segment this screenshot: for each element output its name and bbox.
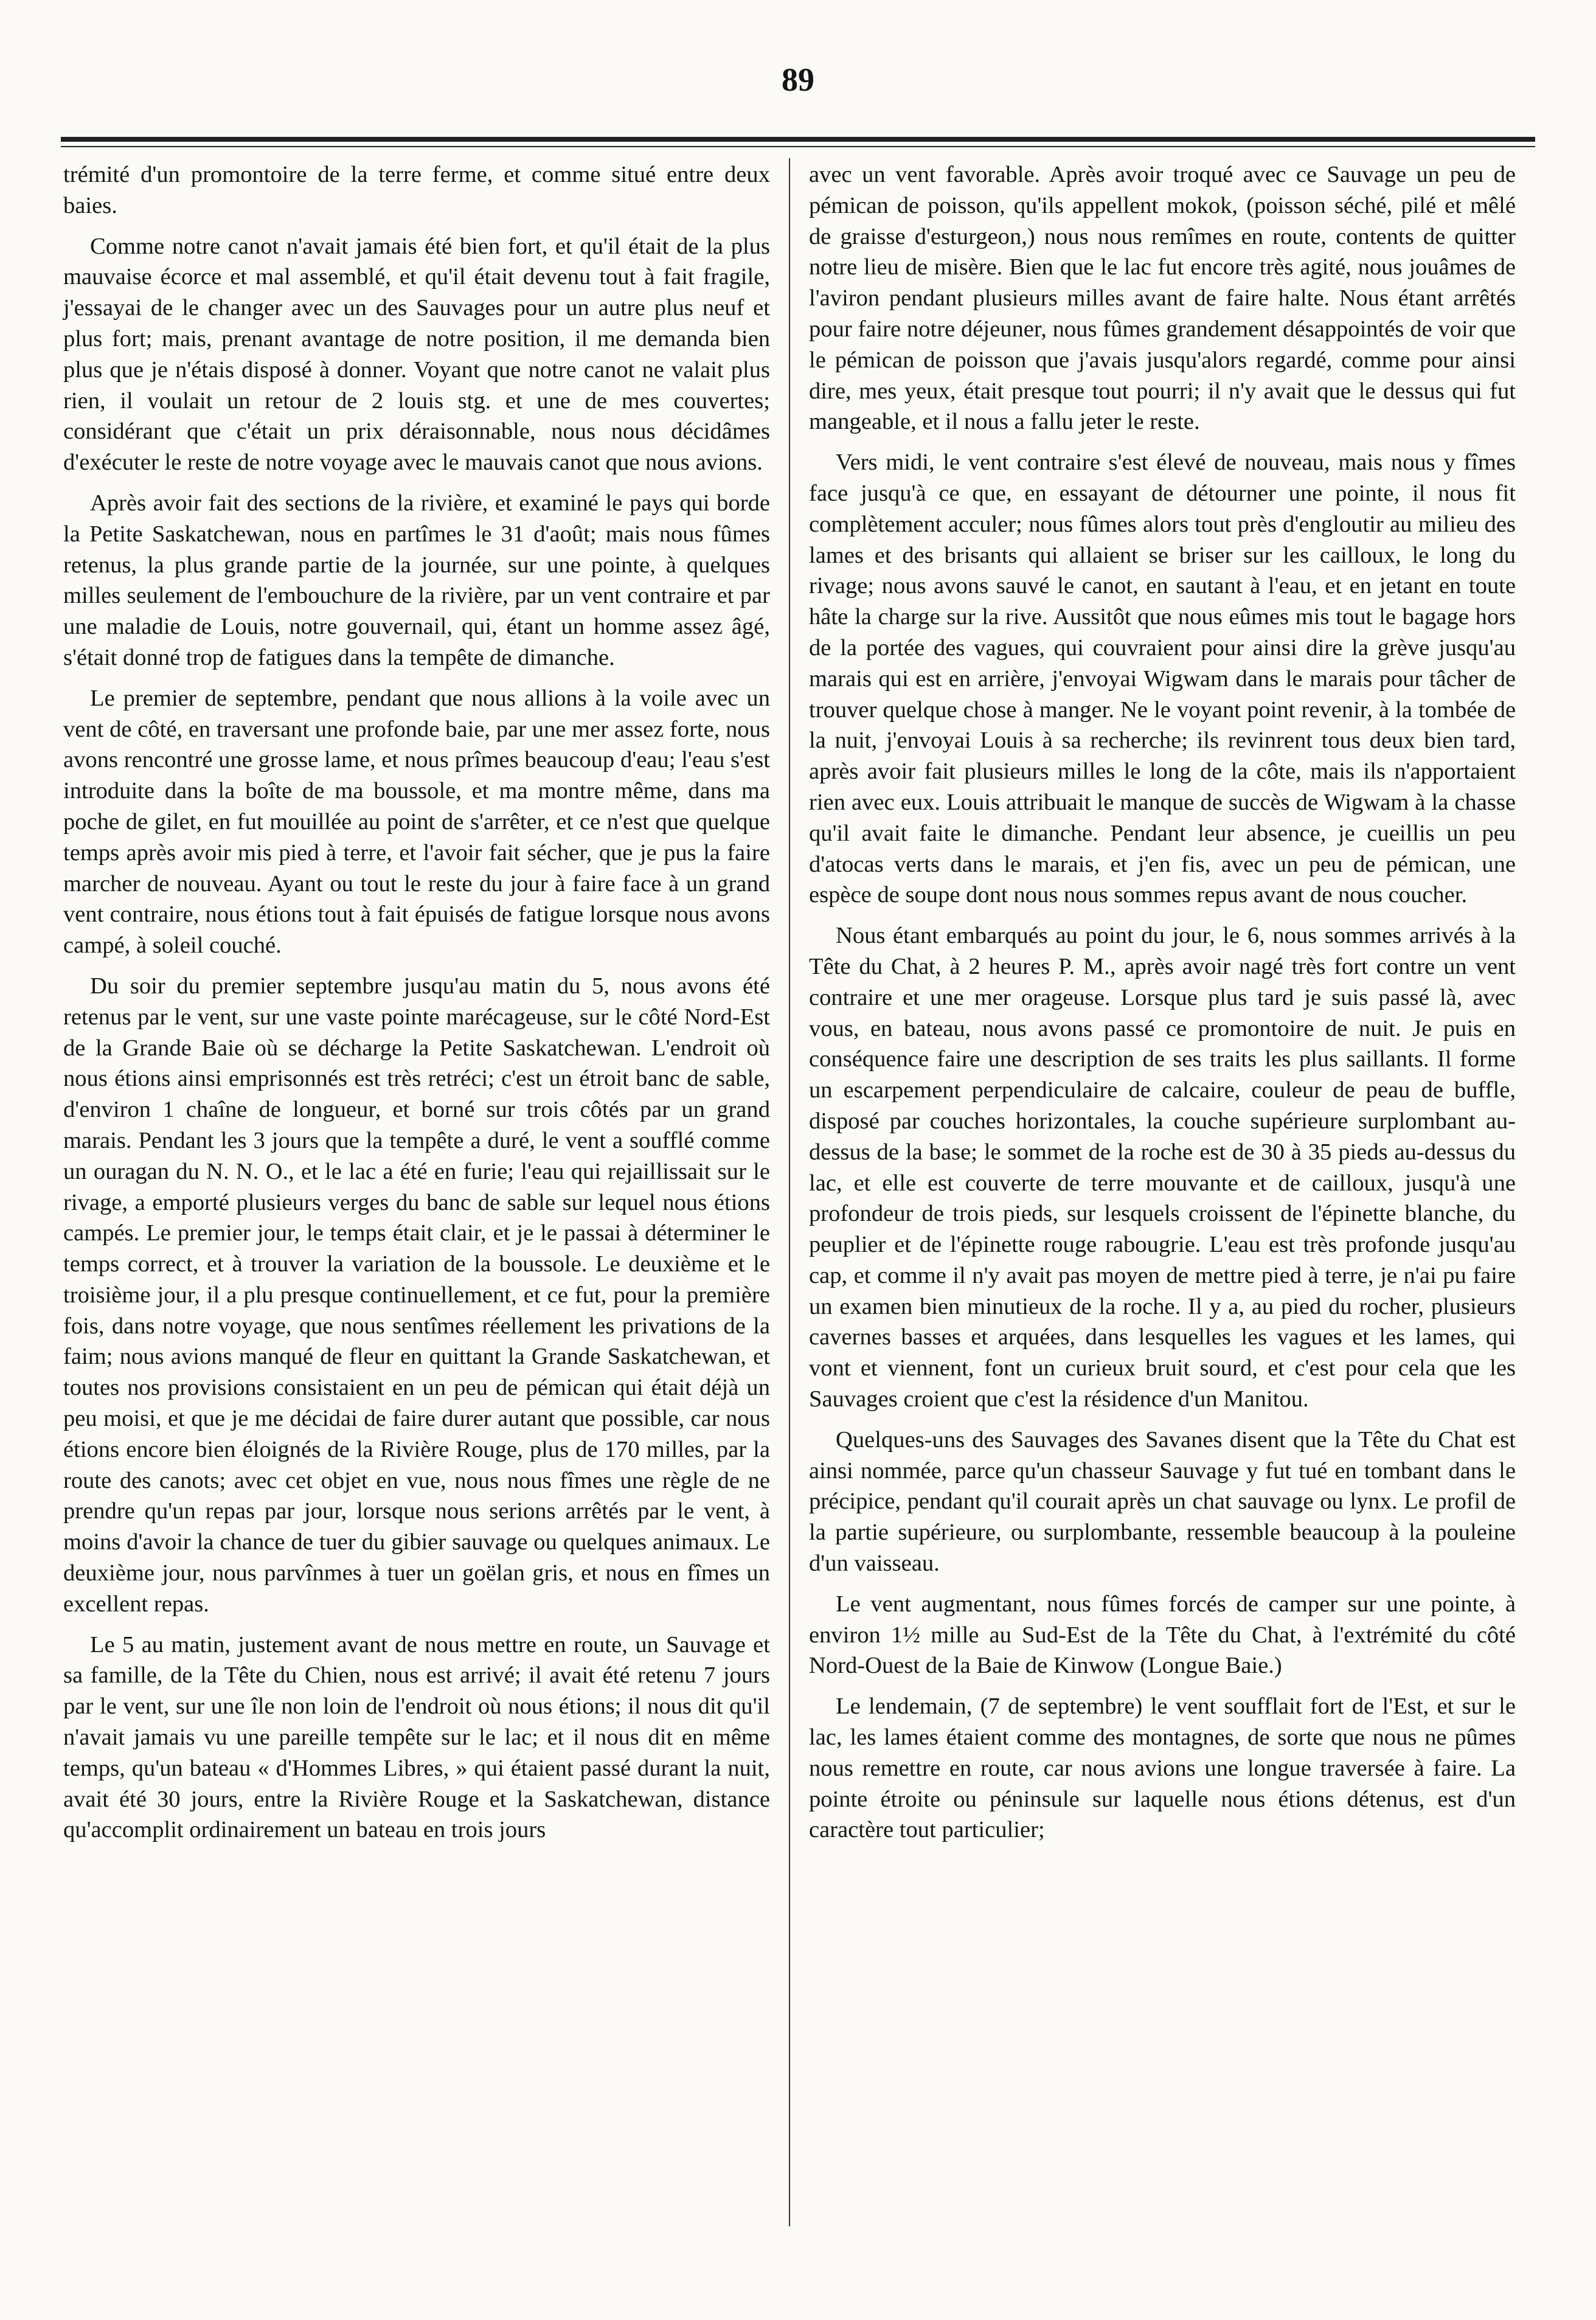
paragraph: Vers midi, le vent contraire s'est élevé de nouveau, mais nous y fîmes face jusqu'à ce que, en essayant de détourner une pointe, il nous fit complètement acculer; nous fûmes alors tout près d'engloutir au milieu des lames et des brisants qui allaient se briser sur les cailloux, le long du rivage; nous avons sauvé le canot, en sautant à l'eau, et en jetant en toute hâte la charge sur la rive. Aussitôt que nous eûmes mis tout le bagage hors de la portée des vagues, qui couvraient pour ainsi dire la grève jusqu'au marais qui est en arrière, j'envoyai Wigwam dans le marais pour tâcher de trouver quelque chose à manger. Ne le voyant point revenir, à la tombée de la nuit, j'envoyai Louis à sa recherche; ils revinrent tous deux bien tard, après avoir fait plusieurs milles le long de la côte, mais ils n'apportaient rien avec eux. Louis attribuait le manque de succès de Wigwam à la chasse qu'il avait faite le dimanche. Pendant leur absence, je cueillis un peu d'atocas verts dans le marais, et j'en fis, avec un peu de pémican, une espèce de soupe dont nous nous sommes repus avant de nous coucher. xyxy=(809,450,1516,908)
header-rule-thick xyxy=(61,137,1535,142)
paragraph: Le vent augmentant, nous fûmes forcés de camper sur une pointe, à environ 1½ mille au Sud-Est de la Tête du Chat, à l'extrémité du côté Nord-Ouest de la Baie de Kinwow (Longue Baie.) xyxy=(809,1591,1516,1679)
paragraph: Comme notre canot n'avait jamais été bien fort, et qu'il était de la plus mauvaise écorce et mal assemblé, et qu'il était devenu tout à fait fragile, j'essayai de le changer avec un des Sauvages pour un autre plus neuf et plus fort; mais, prenant avantage de notre position, il me demanda bien plus que je n'étais disposé à donner. Voyant que notre canot ne valait plus rien, il voulait un retour de 2 louis stg. et une de mes couvertes; considérant que c'était un prix déraisonnable, nous nous décidâmes d'exécuter le reste de notre voyage avec le mauvais canot que nous avions. xyxy=(63,233,770,476)
paragraph: Quelques-uns des Sauvages des Savanes disent que la Tête du Chat est ainsi nommée, parce qu'un chasseur Sauvage y fut tué en tombant dans le précipice, pendant qu'il courait après un chat sauvage ou lynx. Le profil de la partie supérieure, ou surplombante, ressemble beaucoup à la pouleine d'un vaisseau. xyxy=(809,1426,1516,1577)
header-rule-thin xyxy=(61,146,1535,147)
paragraph: Le lendemain, (7 de septembre) le vent soufflait fort de l'Est, et sur le lac, les lames étaient comme des montagnes, de sorte que nous ne pûmes nous remettre en route, car nous avions une longue traversée à faire. La pointe étroite ou péninsule sur laquelle nous étions détenus, est d'un caractère tout particulier; xyxy=(809,1693,1516,1843)
paragraph: avec un vent favorable. Après avoir troqué avec ce Sauvage un peu de pémican de poisson, qu'ils appellent mokok, (poisson séché, pilé et mêlé de graisse d'esturgeon,) nous nous remîmes en route, contents de quitter notre lieu de misère. Bien que le lac fut encore très agité, nous jouâmes de l'aviron pendant plusieurs milles avant de faire halte. Nous étant arrêtés pour faire notre déjeuner, nous fûmes grandement désappointés de voir que le pémican de poisson que j'avais jusqu'alors regardé, comme pour ainsi dire, mes yeux, était presque tout pourri; il n'y avait que le dessus qui fut mangeable, et il nous a fallu jeter le reste. xyxy=(809,162,1516,435)
column-divider xyxy=(789,158,790,2226)
left-column xyxy=(63,159,770,1846)
paragraph: Le premier de septembre, pendant que nous allions à la voile avec un vent de côté, en traversant une profonde baie, par une mer assez forte, nous avons rencontré une grosse lame, et nous prîmes beaucoup d'eau; l'eau s'est introduite dans la boîte de ma boussole, et ma montre même, dans ma poche de gilet, en fut mouillée au point de s'arrêter, et ce n'est que quelque temps après avoir mis pied à terre, et l'avoir fait sécher, que je pus la faire marcher de nouveau. Ayant ou tout le reste du jour à faire face à un grand vent contraire, nous étions tout à fait épuisés de fatigue lorsque nous avons campé, à soleil couché. xyxy=(63,685,770,959)
paragraph: Nous étant embarqués au point du jour, le 6, nous sommes arrivés à la Tête du Chat, à 2 heures P. M., après avoir nagé très fort contre un vent contraire et une mer orageuse. Lorsque plus tard je suis passé là, avec vous, en bateau, nous avons passé ce promontoire de nuit. Je puis en conséquence faire une description de ses traits les plus saillants. Il forme un escarpement perpendiculaire de calcaire, couleur de peau de buffle, disposé par couches horizontales, la couche supérieure surplombant au-dessus de la base; le sommet de la roche est de 30 à 35 pieds au-dessus du lac, et elle est couverte de terre mouvante et de cailloux, jusqu'à une profondeur de trois pieds, sur lesquels croissent de l'épinette blanche, du peuplier et de l'épinette rouge rabougrie. L'eau est très profonde jusqu'au cap, et comme il n'y avait pas moyen de mettre pied à terre, je n'ai pu faire un examen bien minutieux de la roche. Il y a, au pied du rocher, plusieurs cavernes basses et arquées, dans lesquelles les vagues et les lames, qui vont et viennent, font un curieux bruit sourd, et c'est pour cela que les Sauvages croient que c'est la résidence d'un Manitou. xyxy=(809,923,1516,1412)
page-number: 89 xyxy=(782,61,814,98)
paragraph: trémité d'un promontoire de la terre ferme, et comme situé entre deux baies. xyxy=(63,162,770,218)
right-column xyxy=(809,159,1516,1846)
paragraph: Le 5 au matin, justement avant de nous mettre en route, un Sauvage et sa famille, de la Tête du Chien, nous est arrivé; il avait été retenu 7 jours par le vent, sur une île non loin de l'endroit où nous étions; il nous dit qu'il n'avait jamais vu une pareille tempête sur le lac; et il nous dit en même temps, qu'un bateau « d'Hommes Libres, » qui étaient passé durant la nuit, avait été 30 jours, entre la Rivière Rouge et la Saskatchewan, distance qu'accomplit ordinairement un bateau en trois jours xyxy=(63,1631,770,1843)
paragraph: Du soir du premier septembre jusqu'au matin du 5, nous avons été retenus par le vent, sur une vaste pointe marécageuse, sur le côté Nord-Est de la Grande Baie où se décharge la Petite Saskatchewan. L'endroit où nous étions ainsi emprisonnés est très retréci; c'est un étroit banc de sable, d'environ 1 chaîne de longueur, et borné sur trois côtés par un grand marais. Pendant les 3 jours que la tempête a duré, le vent a soufflé comme un ouragan du N. N. O., et le lac a été en furie; l'eau qui rejaillissait sur le rivage, a emporté plusieurs verges du banc de sable sur lequel nous étions campés. Le premier jour, le temps était clair, et je le passai à déterminer le temps correct, et à trouver la variation de la boussole. Le deuxième et le troisième jour, il a plu presque continuellement, et ce fut, pour la première fois, dans notre voyage, que nous sentîmes réellement les privations de la faim; nous avions manqué de fleur en quittant la Grande Saskatchewan, et toutes nos provisions consistaient en un peu de pémican qui était déjà un peu moisi, et que je me décidai de faire durer autant que possible, car nous étions encore bien éloignés de la Rivière Rouge, plus de 170 milles, par la route des canots; avec cet objet en vue, nous nous fîmes une règle de ne prendre qu'un repas par jour, lorsque nous serions arrêtés par le vent, à moins d'avoir la chance de tuer du gibier sauvage ou quelques animaux. Le deuxième jour, nous parvînmes à tuer un goëlan gris, et nous en fîmes un excellent repas. xyxy=(63,973,770,1617)
paragraph: Après avoir fait des sections de la rivière, et examiné le pays qui borde la Petite Saskatchewan, nous en partîmes le 31 d'août; mais nous fûmes retenus, la plus grande partie de la journée, sur une pointe, à quelques milles seulement de l'embouchure de la rivière, par un vent contraire et par une maladie de Louis, notre gouvernail, qui, étant un homme assez âgé, s'était donné trop de fatigues dans la tempête de dimanche. xyxy=(63,490,770,670)
